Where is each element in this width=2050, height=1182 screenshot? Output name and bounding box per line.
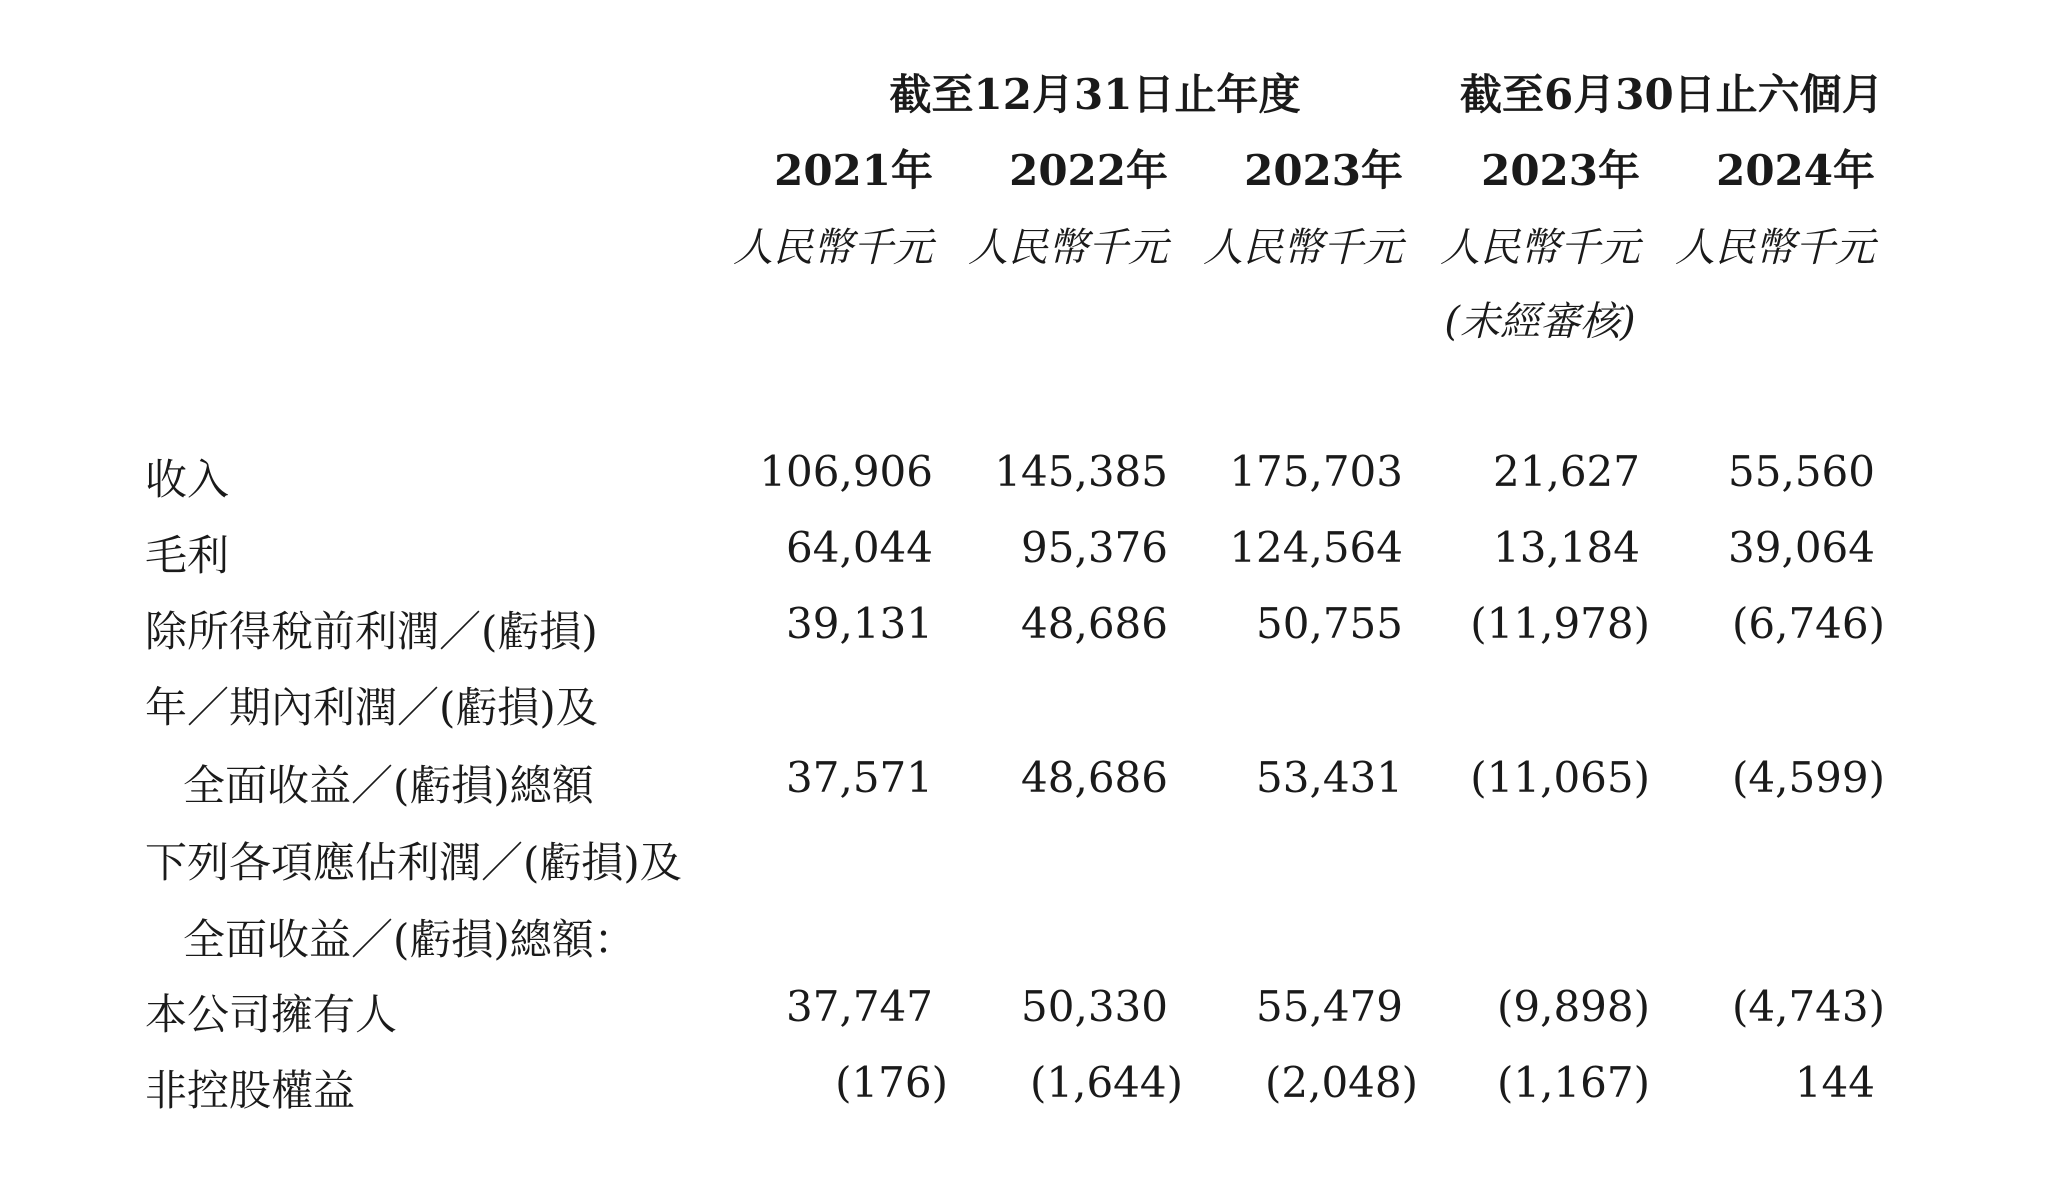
cell-owners-of-company-2: 50,330 [1021, 982, 1168, 1031]
cell-profit-before-tax-3: 50,755 [1256, 599, 1403, 648]
cell-total-comprehensive-income-5: (4,599) [1731, 753, 1885, 802]
cell-non-controlling-interests-2: (1,644) [1029, 1058, 1183, 1107]
cell-gross-profit-1: 64,044 [786, 523, 933, 572]
group-header-year-end: 截至12月31日止年度 [889, 70, 1301, 119]
row-label-profit-before-tax: 除所得稅前利潤／(虧損) [145, 607, 598, 656]
cell-revenue-2: 145,385 [994, 447, 1168, 496]
cell-owners-of-company-5: (4,743) [1731, 982, 1885, 1031]
row-label-attributable-line2: 全面收益／(虧損)總額： [183, 915, 636, 964]
column-unit-2: 人民幣千元 [968, 225, 1168, 271]
column-unit-3: 人民幣千元 [1203, 225, 1403, 271]
group-header-six-months: 截至6月30日止六個月 [1460, 70, 1884, 119]
cell-non-controlling-interests-5: 144 [1794, 1058, 1875, 1107]
column-unit-4: 人民幣千元 [1440, 225, 1640, 271]
column-year-4: 2023年 [1481, 146, 1640, 195]
row-label-total-comprehensive-income: 全面收益／(虧損)總額 [183, 761, 594, 810]
cell-total-comprehensive-income-4: (11,065) [1470, 753, 1650, 802]
row-label-owners-of-company: 本公司擁有人 [145, 990, 398, 1039]
row-label-period-profit-line1: 年／期內利潤／(虧損)及 [145, 683, 598, 732]
column-year-1: 2021年 [774, 146, 933, 195]
cell-gross-profit-4: 13,184 [1493, 523, 1640, 572]
cell-gross-profit-5: 39,064 [1728, 523, 1875, 572]
row-label-non-controlling-interests: 非控股權益 [145, 1066, 356, 1115]
cell-owners-of-company-3: 55,479 [1256, 982, 1403, 1031]
cell-revenue-1: 106,906 [759, 447, 933, 496]
row-label-gross-profit: 毛利 [145, 531, 230, 580]
cell-total-comprehensive-income-2: 48,686 [1021, 753, 1168, 802]
cell-revenue-4: 21,627 [1493, 447, 1640, 496]
cell-revenue-3: 175,703 [1229, 447, 1403, 496]
cell-gross-profit-2: 95,376 [1021, 523, 1168, 572]
column-year-2: 2022年 [1009, 146, 1168, 195]
cell-gross-profit-3: 124,564 [1229, 523, 1403, 572]
row-label-attributable-line1: 下列各項應佔利潤／(虧損)及 [145, 838, 682, 887]
cell-profit-before-tax-2: 48,686 [1021, 599, 1168, 648]
cell-total-comprehensive-income-3: 53,431 [1256, 753, 1403, 802]
cell-owners-of-company-4: (9,898) [1496, 982, 1650, 1031]
cell-total-comprehensive-income-1: 37,571 [786, 753, 933, 802]
column-unit-1: 人民幣千元 [733, 225, 933, 271]
column-unit-5: 人民幣千元 [1675, 225, 1875, 271]
cell-non-controlling-interests-3: (2,048) [1264, 1058, 1418, 1107]
cell-profit-before-tax-4: (11,978) [1470, 599, 1650, 648]
cell-revenue-5: 55,560 [1728, 447, 1875, 496]
cell-owners-of-company-1: 37,747 [786, 982, 933, 1031]
cell-profit-before-tax-1: 39,131 [786, 599, 933, 648]
unaudited-note: (未經審核) [1444, 299, 1636, 345]
cell-non-controlling-interests-4: (1,167) [1496, 1058, 1650, 1107]
column-year-5: 2024年 [1716, 146, 1875, 195]
cell-profit-before-tax-5: (6,746) [1731, 599, 1885, 648]
column-year-3: 2023年 [1244, 146, 1403, 195]
cell-non-controlling-interests-1: (176) [835, 1058, 948, 1107]
row-label-revenue: 收入 [145, 455, 230, 504]
